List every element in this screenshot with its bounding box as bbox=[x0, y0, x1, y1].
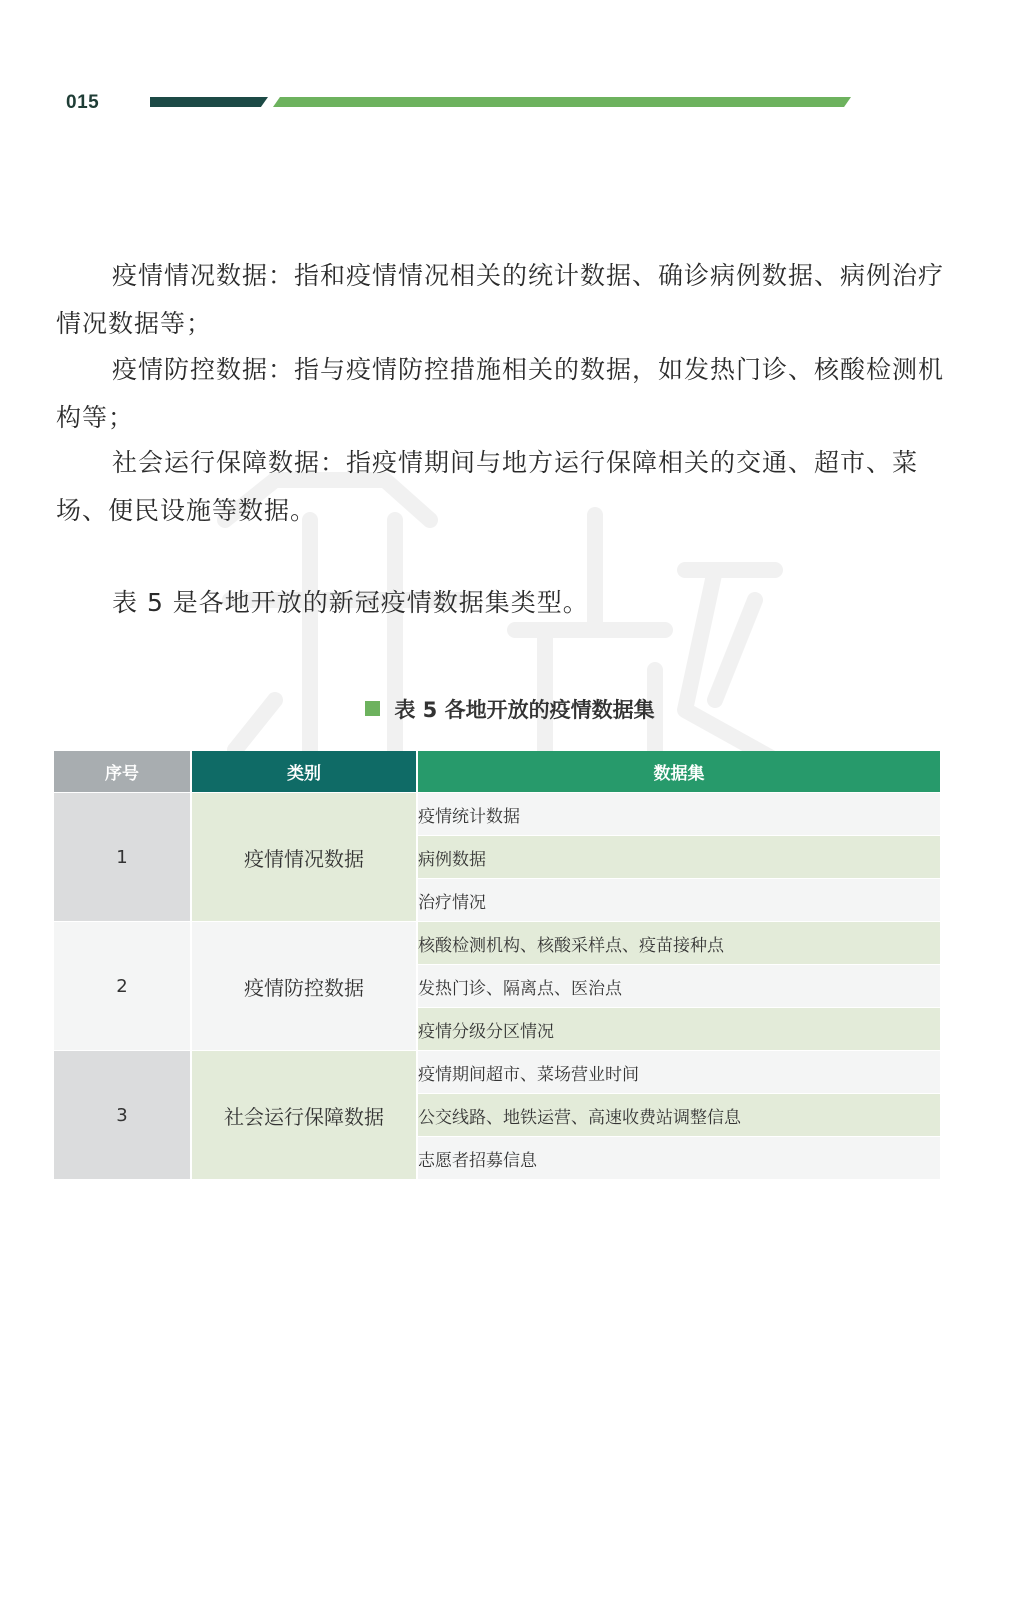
dataset-cell: 志愿者招募信息 bbox=[417, 1137, 940, 1180]
dataset-cell: 公交线路、地铁运营、高速收费站调整信息 bbox=[417, 1094, 940, 1137]
title-square-icon bbox=[365, 701, 380, 716]
header-bar-dark bbox=[150, 97, 268, 107]
category-cell: 疫情防控数据 bbox=[191, 922, 417, 1051]
header-datasets: 数据集 bbox=[417, 751, 940, 793]
dataset-table bbox=[54, 751, 940, 1179]
dataset-cell: 核酸检测机构、核酸采样点、疫苗接种点 bbox=[417, 922, 940, 965]
dataset-cell: 疫情统计数据 bbox=[417, 793, 940, 836]
seq-cell: 1 bbox=[54, 793, 191, 922]
dataset-cell: 发热门诊、隔离点、医治点 bbox=[417, 965, 940, 1008]
dataset-cell: 治疗情况 bbox=[417, 879, 940, 922]
paragraph-epidemic-situation: 疫情情况数据：指和疫情情况相关的统计数据、确诊病例数据、病例治疗情况数据等； bbox=[56, 261, 945, 338]
page-number: 015 bbox=[66, 92, 100, 113]
dataset-cell: 病例数据 bbox=[417, 836, 940, 879]
header-category: 类别 bbox=[191, 751, 417, 793]
seq-cell: 2 bbox=[54, 922, 191, 1051]
table-row bbox=[54, 922, 940, 965]
seq-cell: 3 bbox=[54, 1051, 191, 1180]
table-title bbox=[0, 694, 1020, 724]
paragraph-table-intro: 表 5 是各地开放的新冠疫情数据集类型。 bbox=[112, 588, 589, 617]
header-seq: 序号 bbox=[54, 751, 191, 793]
paragraph-social-operation: 社会运行保障数据：指疫情期间与地方运行保障相关的交通、超市、菜场、便民设施等数据。 bbox=[56, 448, 919, 525]
table-row bbox=[54, 1051, 940, 1094]
table-row bbox=[54, 793, 940, 836]
dataset-cell: 疫情分级分区情况 bbox=[417, 1008, 940, 1051]
paragraph-epidemic-control: 疫情防控数据：指与疫情防控措施相关的数据，如发热门诊、核酸检测机构等； bbox=[56, 355, 945, 432]
category-cell: 社会运行保障数据 bbox=[191, 1051, 417, 1180]
dataset-cell: 疫情期间超市、菜场营业时间 bbox=[417, 1051, 940, 1094]
header-bar-green bbox=[273, 97, 851, 107]
table-title-text: 表 5 各地开放的疫情数据集 bbox=[394, 698, 655, 722]
table-header-row bbox=[54, 751, 940, 793]
category-cell: 疫情情况数据 bbox=[191, 793, 417, 922]
